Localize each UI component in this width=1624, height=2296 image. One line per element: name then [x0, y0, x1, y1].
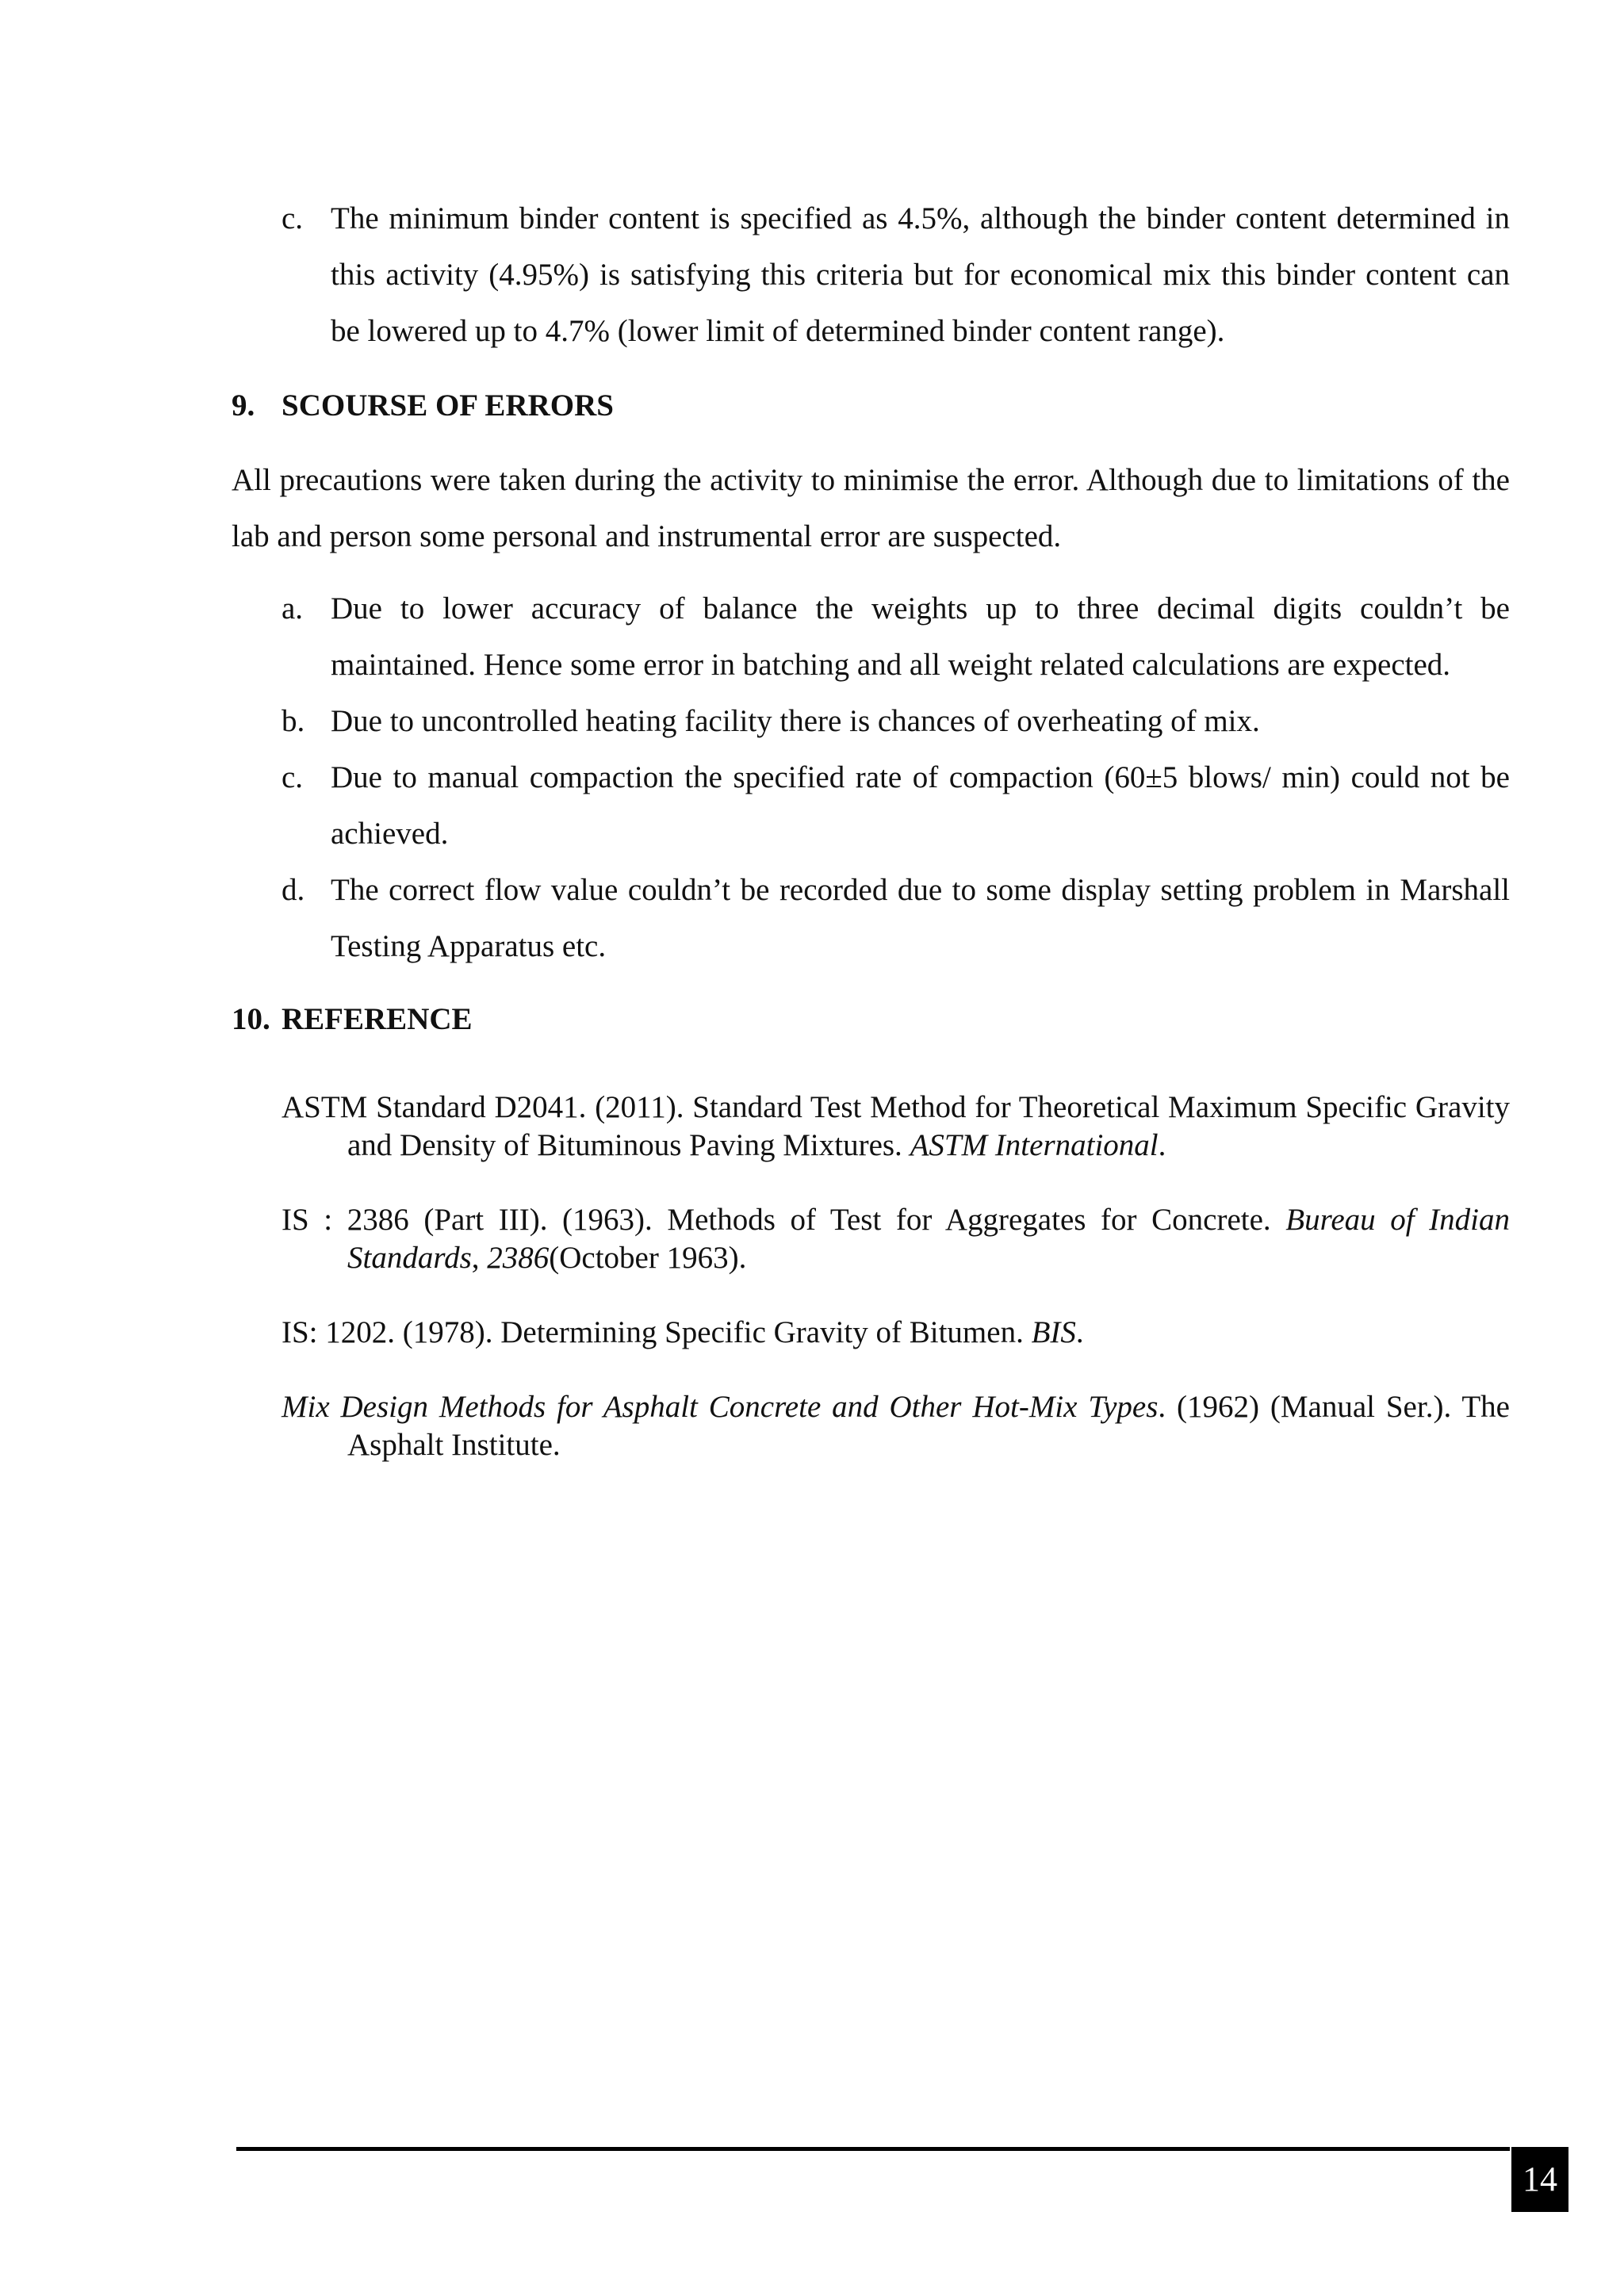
list-marker: c. — [282, 760, 304, 794]
reference-list — [232, 1089, 1510, 1464]
list-marker: c. — [282, 201, 304, 235]
list-marker: a. — [282, 591, 304, 626]
section-number: 10. — [232, 1002, 270, 1036]
conclusion-item-c — [232, 190, 1510, 359]
section-heading-reference — [232, 1000, 1510, 1039]
list-text: Due to manual compaction the specified rate of compaction (60±5 blows/ min) could not be achieved. — [331, 760, 1510, 851]
reference-tail: . — [1158, 1128, 1166, 1162]
list-item — [232, 693, 1510, 749]
section-heading-errors — [232, 386, 1510, 426]
errors-list — [232, 580, 1510, 974]
list-text: Due to uncontrolled heating facility there is chances of overheating of mix. — [331, 704, 1260, 738]
reference-publisher: ASTM International — [910, 1128, 1159, 1162]
page-content — [232, 190, 1510, 1501]
errors-intro-paragraph: All precautions were taken during the activity to minimise the error. Although due to limitations of the lab and person some personal and instrumental error are suspected. — [232, 463, 1510, 553]
list-item — [232, 749, 1510, 862]
reference-entry — [282, 1388, 1510, 1464]
list-marker: d. — [282, 873, 305, 907]
reference-separator: , — [471, 1241, 488, 1275]
page-number: 14 — [1511, 2147, 1568, 2212]
reference-tail: (October 1963). — [549, 1241, 747, 1275]
reference-publisher: BIS — [1031, 1315, 1076, 1349]
reference-text: ASTM Standard D2041. (2011). Standard Test Method for Theoretical Maximum Specific Gravity and Density of Bituminous Paving Mixtures. — [282, 1090, 1510, 1162]
section-title: REFERENCE — [282, 1002, 473, 1036]
list-item — [232, 862, 1510, 974]
reference-entry — [282, 1314, 1510, 1352]
section-title: SCOURSE OF ERRORS — [282, 388, 614, 423]
list-text: The minimum binder content is specified as 4.5%, although the binder content determined in this activity (4.95%) is satisfying this criteria but for economical mix this binder content can be lowered up to 4.7% (lower limit of determined binder content range). — [331, 201, 1510, 348]
reference-entry — [282, 1089, 1510, 1165]
reference-tail: . (1962) (Manual Ser.). The Asphalt Institute. — [347, 1390, 1510, 1462]
list-text: The correct flow value couldn’t be recorded due to some display setting problem in Marshall Testing Apparatus etc. — [331, 873, 1510, 963]
list-item — [232, 580, 1510, 693]
list-text: Due to lower accuracy of balance the weights up to three decimal digits couldn’t be maintained. Hence some error in batching and all weight related calculations are expected. — [331, 591, 1510, 682]
reference-volume: 2386 — [487, 1241, 550, 1275]
footer-divider — [236, 2147, 1510, 2151]
reference-text: IS: 1202. (1978). Determining Specific Gravity of Bitumen. — [282, 1315, 1032, 1349]
reference-publisher: Bureau of Indian Standards — [347, 1203, 1511, 1275]
section-number: 9. — [232, 388, 255, 423]
reference-entry — [282, 1201, 1510, 1277]
reference-title: Mix Design Methods for Asphalt Concrete and Other Hot-Mix Types — [282, 1390, 1159, 1424]
reference-text: IS : 2386 (Part III). (1963). Methods of Test for Aggregates for Concrete. — [282, 1203, 1286, 1237]
list-marker: b. — [282, 704, 305, 738]
reference-tail: . — [1075, 1315, 1084, 1349]
